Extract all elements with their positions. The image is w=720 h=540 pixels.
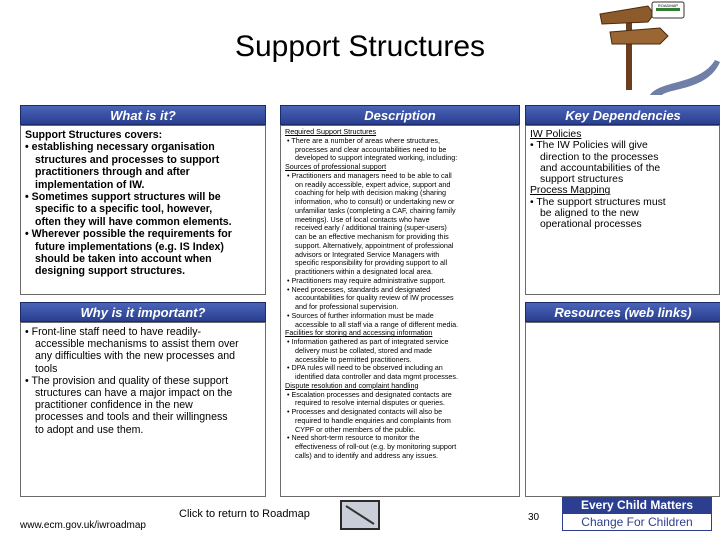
signpost-illustration xyxy=(590,0,720,95)
ecm-logo xyxy=(562,497,712,533)
text-line: accessible to all staff via a range of different media. xyxy=(295,319,459,329)
text-line: and for professional supervision. xyxy=(295,302,399,311)
roadmap-icon xyxy=(342,502,378,528)
text-line: • Practitioners and managers need to be able to call xyxy=(287,170,452,180)
resources-header[interactable]: Resources (web links) xyxy=(525,302,720,322)
text-line: unfamiliar tasks (completing a CAF, chairing family xyxy=(295,205,456,215)
text-line: specific responsibility for providing support to all xyxy=(295,258,448,268)
logo-text-top: Every Child Matters xyxy=(562,497,712,514)
logo-text-bottom: Change For Children xyxy=(562,514,712,531)
subheading: Dispute resolution and complaint handling xyxy=(285,380,419,390)
text-line: operational processes xyxy=(540,219,642,231)
text-line: required to resolve internal disputes or queries. xyxy=(295,398,445,408)
text-line: structures and processes to support xyxy=(35,153,220,166)
text-line: accountabilities for quality review of IW processes xyxy=(295,293,454,303)
text-line: • Sources of further information must be made xyxy=(287,310,434,320)
text-line: accessible mechanisms to assist them over xyxy=(35,338,239,351)
return-to-roadmap-link[interactable]: Click to return to Roadmap xyxy=(179,508,310,520)
text-line: • Practitioners may require administrative support. xyxy=(287,275,446,285)
text-line: information, who to consult) or undertaking new or xyxy=(295,197,455,206)
text-line: • The provision and quality of these support xyxy=(25,374,229,387)
text-line: developed to support integrated working, including: xyxy=(295,153,458,163)
text-line: can be an effective mechanism for providing this xyxy=(295,232,449,241)
text-line: accessible to permitted practitioners. xyxy=(295,354,412,364)
resources-body xyxy=(525,322,720,497)
text-line: future implementations (e.g. IS Index) xyxy=(35,240,224,253)
text-line: designing support structures. xyxy=(35,265,186,278)
page-number: 30 xyxy=(528,512,540,523)
text-line: specific to a specific tool, however, xyxy=(35,203,213,216)
subheading: Process Mapping xyxy=(530,185,611,197)
text-line: calls) and to identify and address any issues. xyxy=(295,450,439,460)
key-dependencies-header: Key Dependencies xyxy=(525,105,720,125)
text-line: • Wherever possible the requirements for xyxy=(25,228,232,241)
text-line: processes and clear accountabilities need to be xyxy=(295,144,447,154)
text-line: • Need processes, standards and designated xyxy=(287,284,431,294)
signpost-arrow-right xyxy=(610,28,668,44)
text-line: should be taken into account when xyxy=(35,253,212,266)
roadmap-sign-text: ROADMAP xyxy=(657,3,679,8)
text-line: effectiveness of roll-out (e.g. by monitoring support xyxy=(295,442,457,451)
text-line: to adopt and use them. xyxy=(35,423,144,436)
text-line: Support Structures covers: xyxy=(25,129,163,141)
text-line: practitioner confidence in the new xyxy=(35,399,193,412)
subheading: Facilities for storing and accessing information xyxy=(285,328,433,338)
text-line: • Front-line staff need to have readily- xyxy=(25,326,202,338)
text-line: • Information gathered as part of integrated service xyxy=(287,337,449,346)
text-line: • DPA rules will need to be observed including an xyxy=(287,363,443,373)
description-body xyxy=(280,125,520,497)
text-line: advisors or Integrated Service Managers with xyxy=(295,249,440,259)
text-line: • Escalation processes and designated contacts are xyxy=(287,389,452,399)
subheading: Required Support Structures xyxy=(285,127,377,136)
slide-title: Support Structures xyxy=(234,30,486,63)
text-line: support. Alternatively, appointment of professional xyxy=(295,240,454,250)
road-icon xyxy=(650,60,720,95)
text-line: • establishing necessary organisation xyxy=(25,141,215,154)
text-line: coaching for help with decision making (sharing xyxy=(295,188,447,198)
text-line: required to handle enquiries and complaints from xyxy=(295,415,451,425)
what-is-it-header: What is it? xyxy=(20,105,266,125)
text-line: practitioners within a designated local area. xyxy=(295,267,433,276)
why-important-body xyxy=(20,322,266,497)
subheading: Sources of professional support xyxy=(285,162,387,171)
text-line: direction to the processes xyxy=(540,151,659,163)
text-line: be aligned to the new xyxy=(540,208,639,220)
text-line: identified data controller and data mgmt processes. xyxy=(295,372,459,381)
text-line: tools xyxy=(35,362,58,375)
why-important-header: Why is it important? xyxy=(20,302,266,322)
text-line: processes and tools and their willingness xyxy=(35,411,228,424)
text-line: • The IW Policies will give xyxy=(530,140,648,152)
roadmap-button[interactable] xyxy=(340,500,380,530)
text-line: delivery must be collated, stored and made xyxy=(295,345,433,355)
subheading: IW Policies xyxy=(530,129,582,140)
text-line: • Need short-term resource to monitor the xyxy=(287,433,420,443)
text-line: implementation of IW. xyxy=(35,178,145,191)
text-line: support structures xyxy=(540,174,624,186)
what-is-it-body xyxy=(20,125,266,295)
text-line: received early / additional training (super-users) xyxy=(295,223,447,233)
key-dependencies-body xyxy=(525,125,720,295)
footer-url: www.ecm.gov.uk/iwroadmap xyxy=(20,520,146,531)
text-line: any difficulties with the new processes and xyxy=(35,350,236,363)
text-line: on readily accessible, expert advice, support and xyxy=(295,179,451,189)
text-line: • Processes and designated contacts will also be xyxy=(287,407,443,416)
text-line: CYPF or other members of the public. xyxy=(295,424,416,434)
text-line: • There are a number of areas where structures, xyxy=(287,135,440,145)
text-line: structures can have a major impact on the xyxy=(35,387,233,400)
text-line: and accountabilities of the xyxy=(540,162,661,174)
text-line: often they will have common elements. xyxy=(35,215,232,228)
description-header: Description xyxy=(280,105,520,125)
text-line: practitioners through and after xyxy=(35,166,190,179)
text-line: meetings). Use of local contacts who have xyxy=(295,214,430,224)
text-line: • Sometimes support structures will be xyxy=(25,191,221,204)
text-line: • The support structures must xyxy=(530,196,666,208)
signpost-arrow-left xyxy=(600,6,654,24)
